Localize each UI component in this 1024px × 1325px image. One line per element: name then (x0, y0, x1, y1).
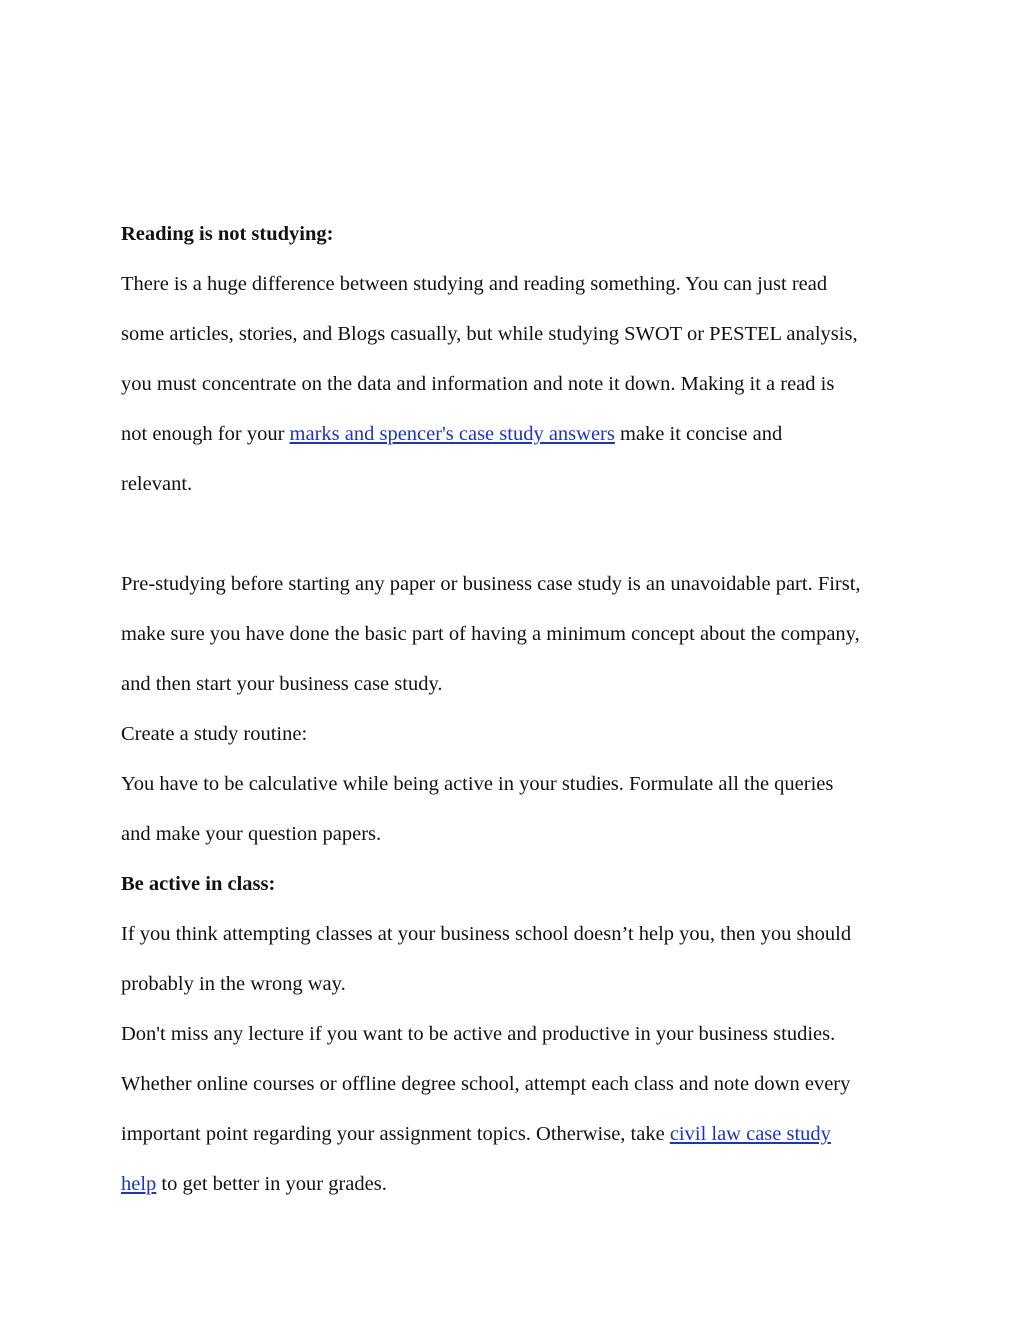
paragraph-1-line-4-text-end: make it concise and (614, 423, 783, 445)
civil-law-case-study-link[interactable]: civil law case study (669, 1123, 831, 1145)
paragraph-5-line-3 (121, 1122, 831, 1146)
paragraph-1-line-2: some articles, stories, and Blogs casually, but while studying SWOT or PESTEL analysis, (121, 323, 858, 345)
paragraph-4-line-1: If you think attempting classes at your business school doesn’t help you, then you should (121, 923, 852, 945)
paragraph-5-line-3-text: important point regarding your assignment topics. Otherwise, take (121, 1123, 670, 1145)
paragraph-1-line-1: There is a huge difference between studying and reading something. You can just read (121, 273, 828, 295)
paragraph-4-line-2: probably in the wrong way. (121, 973, 346, 995)
marks-and-spencer-link[interactable]: marks and spencer's case study answers (289, 423, 615, 445)
paragraph-5-line-2: Whether online courses or offline degree school, attempt each class and note down every (121, 1073, 851, 1095)
paragraph-1-line-4 (121, 422, 782, 446)
heading-be-active-in-class: Be active in class: (121, 873, 276, 895)
paragraph-1-line-3: you must concentrate on the data and information and note it down. Making it a read is (121, 373, 835, 395)
paragraph-2-line-1: Pre-studying before starting any paper or business case study is an unavoidable part. First, (121, 573, 861, 595)
heading-create-study-routine: Create a study routine: (121, 723, 308, 745)
paragraph-2-line-3: and then start your business case study. (121, 673, 443, 695)
paragraph-5-line-4 (121, 1172, 387, 1196)
paragraph-1-line-4-text: not enough for your (121, 423, 290, 445)
paragraph-5-line-1: Don't miss any lecture if you want to be active and productive in your business studies. (121, 1023, 836, 1045)
paragraph-1-line-5: relevant. (121, 473, 193, 495)
paragraph-2-line-2: make sure you have done the basic part of having a minimum concept about the company, (121, 623, 860, 645)
paragraph-3-line-1: You have to be calculative while being active in your studies. Formulate all the queries (121, 773, 834, 795)
civil-law-case-study-link-continued[interactable]: help (121, 1173, 157, 1195)
paragraph-5-line-4-text: to get better in your grades. (156, 1173, 387, 1195)
paragraph-3-line-2: and make your question papers. (121, 823, 382, 845)
heading-reading-not-studying: Reading is not studying: (121, 223, 334, 245)
